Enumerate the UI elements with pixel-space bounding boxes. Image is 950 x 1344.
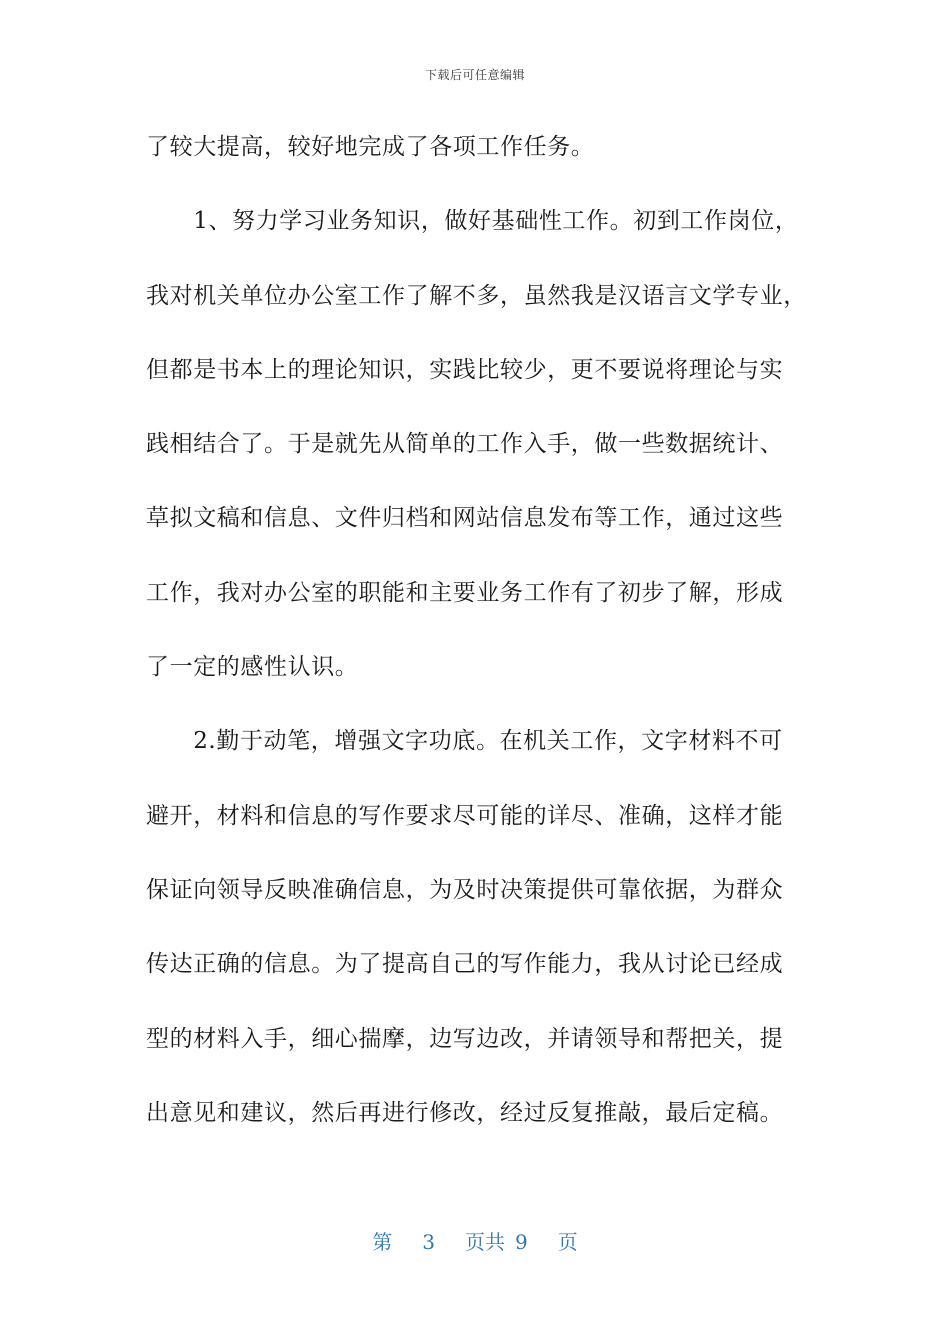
body-line: 草拟文稿和信息、文件归档和网站信息发布等工作，通过这些 [146,505,784,531]
body-line: 出意见和建议，然后再进行修改，经过反复推敲，最后定稿。 [146,1100,784,1126]
page-header: 下载后可任意编辑 [424,68,525,82]
body-line: 了较大提高，较好地完成了各项工作任务。 [146,134,595,160]
body-line: 2.勤于动笔，增强文字功底。在机关工作，文字材料不可 [146,728,783,754]
current-page-number: 3 [422,1230,435,1254]
page-label-suffix: 页 [557,1230,578,1254]
body-line: 保证向领导反映准确信息，为及时决策提供可靠依据，为群众 [146,877,784,903]
page-number-footer [0,1226,950,1255]
body-line: 避开，材料和信息的写作要求尽可能的详尽、准确，这样才能 [146,803,784,829]
total-page-number: 9 [515,1230,528,1254]
page-label-middle: 页共 [465,1230,505,1254]
body-line: 但都是书本上的理论知识，实践比较少，更不要说将理论与实 [146,357,784,383]
body-line: 1、努力学习业务知识，做好基础性工作。初到工作岗位， [146,208,799,234]
body-line: 我对机关单位办公室工作了解不多，虽然我是汉语言文学专业， [146,283,807,309]
body-line: 践相结合了。于是就先从简单的工作入手，做一些数据统计、 [146,431,784,457]
body-line: 传达正确的信息。为了提高自己的写作能力，我从讨论已经成 [146,951,784,977]
body-line: 工作，我对办公室的职能和主要业务工作有了初步了解，形成 [146,580,784,606]
page-label-prefix: 第 [372,1230,393,1254]
body-line: 了一定的感性认识。 [146,654,359,680]
body-line: 型的材料入手，细心揣摩，边写边改，并请领导和帮把关，提 [146,1026,784,1052]
